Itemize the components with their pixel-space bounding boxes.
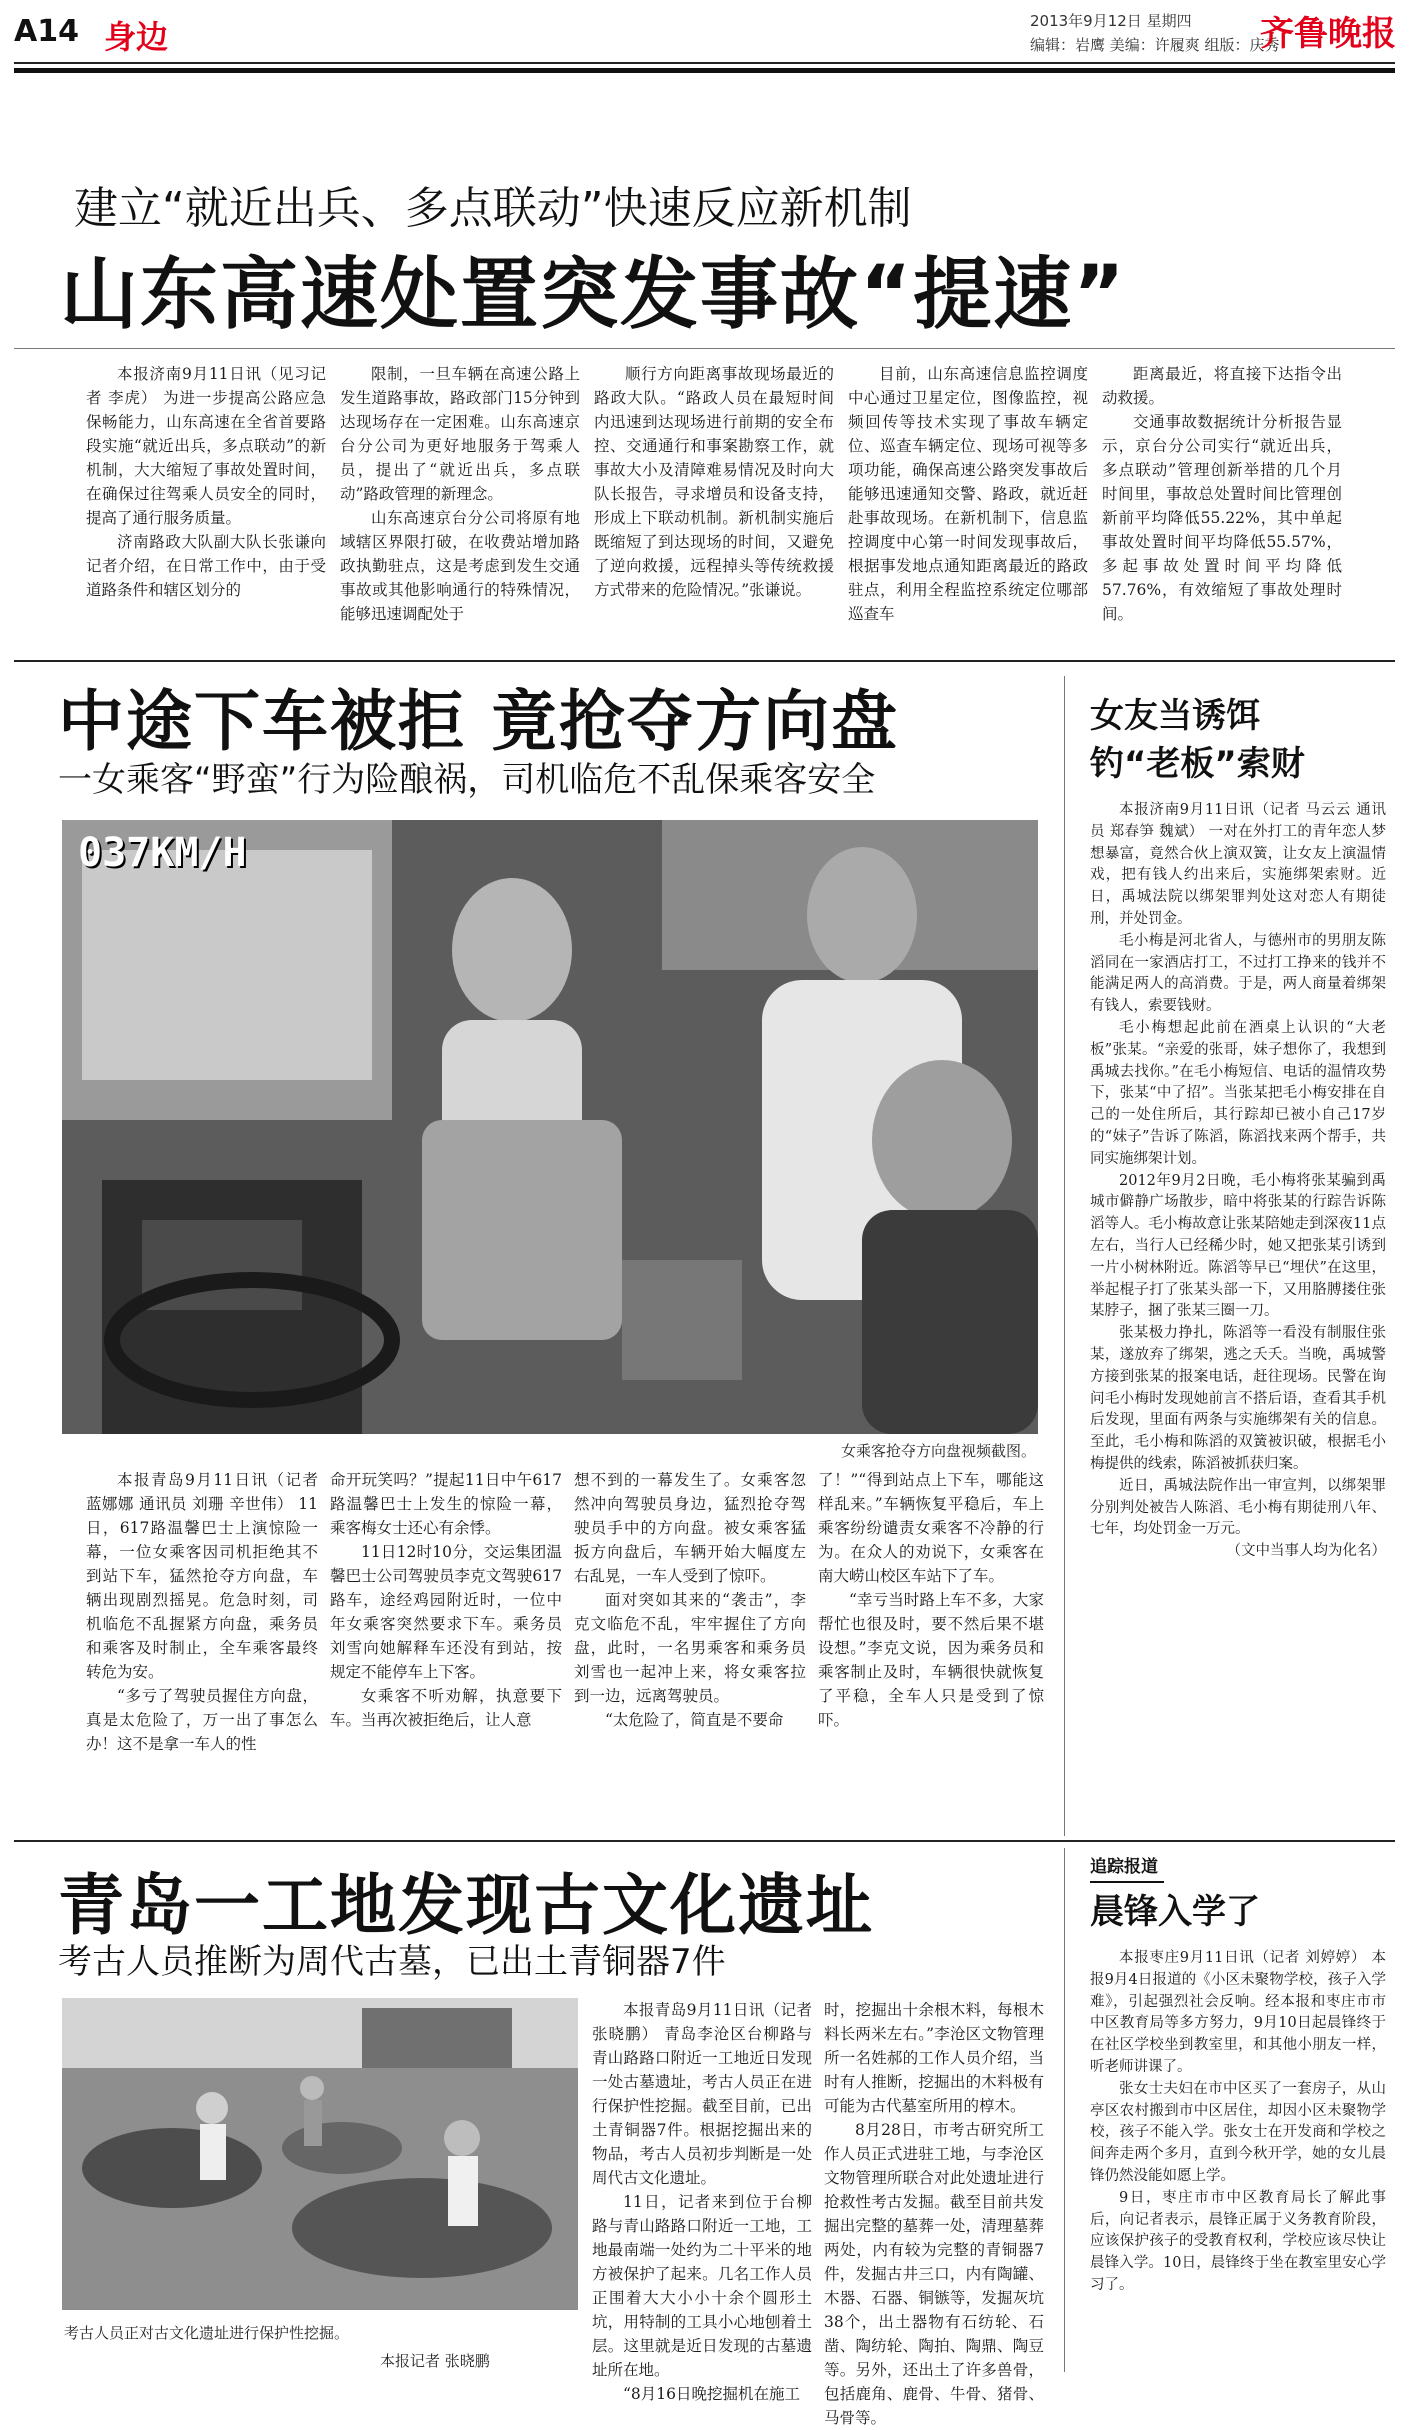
newspaper-masthead-logo: 齐鲁晚报 (1260, 14, 1396, 54)
sidebar1-para: 本报济南9月11日讯（记者 马云云 通讯员 郑春笋 魏斌） 一对在外打工的青年恋人梦想暴富，竟然合伙上演双簧，让女友上演温情戏，把有钱人约出来后，实施绑架索财。近日，禹城法院以绑架罪判处这对恋人有期徒刑，并处罚金。 (1090, 802, 1386, 927)
sidebar2-tag: 追踪报道 (1090, 1850, 1164, 1883)
story2-headline: 中途下车被拒 竟抢夺方向盘 (58, 683, 899, 760)
story3-col2-para: 时，挖掘出十余根木料，每根木料长两米左右。”李沧区文物管理所一名姓郝的工作人员介绍，当时有人推断，挖掘出的木料极有可能为古代墓室所用的椁木。 (824, 2001, 1044, 2115)
issue-date: 2013年9月12日 星期四 (1030, 12, 1192, 30)
excavation-photo (62, 1998, 578, 2310)
story3-headline: 青岛一工地发现古文化遗址 (58, 1867, 874, 1944)
story2-subhead: 一女乘客“野蛮”行为险酿祸，司机临危不乱保乘客安全 (58, 760, 876, 800)
story1-column-4 (848, 362, 1088, 692)
story2-photo-caption: 女乘客抢夺方向盘视频截图。 (840, 1442, 1036, 1460)
story2-col3-para: 想不到的一幕发生了。女乘客忽然冲向驾驶员身边，猛烈抢夺驾驶员手中的方向盘。被女乘客猛扳方向盘后，车辆开始大幅度左右乱晃，一车人受到了惊吓。 (574, 1471, 806, 1585)
story1-col2-para: 限制，一旦车辆在高速公路上发生道路事故，路政部门15分钟到达现场存在一定困难。山东高速京台分公司为更好地服务于驾乘人员，提出了“就近出兵，多点联动”路政管理的新理念。 (340, 365, 580, 503)
story1-col4-para: 目前，山东高速信息监控调度中心通过卫星定位，图像监控，视频回传等技术实现了事故车辆定位、巡查车辆定位、现场可视等多项功能，确保高速公路突发事故后能够迅速通知交警、路政，就近赶赴事故现场。在新机制下，信息监控调度中心第一时间发现事故后，根据事发地点通知距离最近的路政驻点，利用全程监控系统定位哪部巡查车 (848, 365, 1088, 623)
story2-column-2 (330, 1468, 562, 1812)
story1-bottom-rule (14, 660, 1395, 662)
sidebar2-divider (1064, 1848, 1065, 2372)
story3-col2-para: 8月28日，市考古研究所工作人员正式进驻工地，与李沧区文物管理所联合对此处遗址进行抢救性考古发掘。截至目前共发掘出完整的墓葬一处，清理墓葬两处，内有较为完整的青铜器7件，发掘古井三口，内有陶罐、木器、石器、铜镞等，发掘灰坑38个，出土器物有石纺轮、石凿、陶纺轮、陶拍、陶鼎、陶豆等。另外，还出土了许多兽骨，包括鹿角、鹿骨、牛骨、猪骨、马骨等。 (824, 2121, 1044, 2427)
story2-col2-para: 女乘客不听劝解，执意要下车。当再次被拒绝后，让人意 (330, 1687, 562, 1729)
sidebar2-body (1090, 1948, 1386, 2372)
story2-column-1 (86, 1468, 318, 1812)
sidebar1-body (1090, 800, 1386, 1830)
story2-col3-para: 面对突如其来的“袭击”，李克文临危不乱，牢牢握住了方向盘，此时，一名男乘客和乘务员刘雪也一起冲上来，将女乘客拉到一边，远离驾驶员。 (574, 1591, 806, 1705)
header-rule (14, 62, 1395, 64)
story2-col2-para: 命开玩笑吗？”提起11日中午617路温馨巴士上发生的惊险一幕，乘客梅女士还心有余悸。 (330, 1471, 562, 1537)
sidebar1-para: 近日，禹城法院作出一审宣判，以绑架罪分别判处被告人陈滔、毛小梅有期徒刑八年、七年，均处罚金一万元。 (1090, 1477, 1386, 1538)
story3-column-2 (824, 1998, 1044, 2427)
bus-dashcam-photo (62, 820, 1038, 1434)
story1-col1-para: 济南路政大队副大队长张谦向记者介绍，在日常工作中，由于受道路条件和辖区划分的 (86, 533, 326, 599)
story3-photo-credit: 本报记者 张晓鹏 (380, 2352, 490, 2370)
excavation-scene-illustration (62, 1998, 578, 2310)
story2-column-4 (818, 1468, 1044, 1812)
editor-credits: 编辑：岩鹰 美编：许履爽 组版：庆秀 (1030, 36, 1280, 54)
story3-photo-caption: 考古人员正对古文化遗址进行保护性挖掘。 (64, 2324, 350, 2342)
sidebar2-para: 本报枣庄9月11日讯（记者 刘婷婷） 本报9月4日报道的《小区未聚物学校，孩子入学难》，引起强烈社会反响。经本报和枣庄市市中区教育局等多方努力，9月10日起晨锋终于在社区学校坐到教室里，和其他小朋友一样，听老师讲课了。 (1090, 1950, 1386, 2075)
story3-column-1 (592, 1998, 812, 2403)
story1-headline: 山东高速处置突发事故“提速” (60, 250, 1127, 340)
sidebar1-para: 2012年9月2日晚，毛小梅将张某骗到禹城市僻静广场散步，暗中将张某的行踪告诉陈滔等人。毛小梅故意让张某陪她走到深夜11点左右，当行人已经稀少时，她又把张某引诱到一片小树林附近。陈滔等早已“埋伏”在这里，举起棍子打了张某头部一下，又用胳膊搂住张某脖子，捆了张某三圈一刀。 (1090, 1172, 1386, 1320)
sidebar2-para: 张女士夫妇在市中区买了一套房子，从山亭区农村搬到市中区居住，却因小区未聚物学校，孩子不能入学。张女士在开发商和学校之间奔走两个多月，直到今秋开学，她的女儿晨锋仍然没能如愿上学。 (1090, 2080, 1386, 2184)
sidebar1-para: （文中当事人均为化名） (1226, 1543, 1386, 1560)
story1-headline-divider (14, 348, 1395, 349)
sidebar1-para: 毛小梅是河北省人，与德州市的男朋友陈滔同在一家酒店打工，不过打工挣来的钱并不能满足两人的高消费。于是，两人商量着绑架有钱人，索要钱财。 (1090, 932, 1386, 1015)
story3-col1-para: “8月16日晚挖掘机在施工 (623, 2385, 801, 2403)
sidebar1-headline: 女友当诱饵 钓“老板”索财 (1090, 696, 1305, 784)
story2-col1-para: 本报青岛9月11日讯（记者 蓝娜娜 通讯员 刘珊 辛世伟） 11日，617路温馨巴士上演惊险一幕，一位女乘客因司机拒绝其不到站下车，猛然抢夺方向盘，车辆出现剧烈摇晃。危急时刻，司机临危不乱握紧方向盘，乘务员和乘客及时制止，全车乘客最终转危为安。 (86, 1471, 318, 1681)
story1-col5-para: 距离最近，将直接下达指令出动救援。 (1102, 365, 1342, 407)
story2-col4-para: “幸亏当时路上车不多，大家帮忙也很及时，要不然后果不堪设想。”李克文说，因为乘务员和乘客制止及时，车辆很快就恢复了平稳，全车人只是受到了惊吓。 (818, 1591, 1044, 1729)
speed-readout-overlay: 037KM/H (78, 830, 247, 876)
story1-kicker: 建立“就近出兵、多点联动”快速反应新机制 (74, 183, 912, 234)
sidebar-divider (1064, 676, 1065, 1836)
sidebar1-para: 张某极力挣扎，陈滔等一看没有制服住张某，遂放弃了绑架，逃之夭夭。当晚，禹城警方接到张某的报案电话，赶往现场。民警在询问毛小梅时发现她前言不搭后语，查看其手机后发现，里面有两条与实施绑架有关的信息。至此，毛小梅和陈滔的双簧被识破，根据毛小梅提供的线索，陈滔被抓获归案。 (1090, 1325, 1386, 1472)
story1-column-5 (1102, 362, 1342, 692)
story2-col2-para: 11日12时10分，交运集团温馨巴士公司驾驶员李克文驾驶617路车，途经鸡园附近时，一位中年女乘客突然要求下车。乘务员刘雪向她解释车还没有到站，按规定不能停车上下客。 (330, 1543, 562, 1681)
section-label: 身边 (104, 18, 169, 56)
story1-column-2 (340, 362, 580, 692)
story1-col3-para: 顺行方向距离事故现场最近的路政大队。“路政人员在最短时间内迅速到达现场进行前期的安全布控、交通通行和事案勘察工作，就事故大小及清障难易情况及时向大队长报告，寻求增员和设备支持，形成上下联动机制。新机制实施后既缩短了到达现场的时间，又避免了逆向救援，远程掉头等传统救援方式带来的危险情况。”张谦说。 (594, 365, 834, 599)
story1-column-1 (86, 362, 326, 692)
sidebar2-para: 9日，枣庄市市中区教育局长了解此事后，向记者表示，晨锋正属于义务教育阶段，应该保护孩子的受教育权利，学校应该尽快让晨锋入学。10日，晨锋终于坐在教室里安心学习了。 (1090, 2189, 1386, 2293)
story2-col4-para: 了！”“得到站点上下车，哪能这样乱来。”车辆恢复平稳后，车上乘客纷纷谴责女乘客不冷静的行为。在众人的劝说下，女乘客在南大崂山校区车站下了车。 (818, 1471, 1044, 1585)
header-thick-rule (14, 68, 1395, 73)
bus-scene-illustration (62, 820, 1038, 1434)
story1-col2-para: 山东高速京台分公司将原有地域辖区界限打破，在收费站增加路政执勤驻点，这是考虑到发生交通事故或其他影响通行的特殊情况，能够迅速调配处于 (340, 509, 580, 623)
story2-column-3 (574, 1468, 806, 1812)
story2-col3-para: “太危险了，简直是不要命 (605, 1711, 784, 1729)
story3-subhead: 考古人员推断为周代古墓，已出土青铜器7件 (58, 1942, 726, 1982)
story3-col1-para: 本报青岛9月11日讯（记者 张晓鹏） 青岛李沧区台柳路与青山路路口附近一工地近日发现一处古墓遗址，考古人员正在进行保护性挖掘。截至目前，已出土青铜器7件。根据挖掘出来的物品，考古人员初步判断是一处周代古文化遗址。 (592, 2001, 812, 2187)
sidebar1-para: 毛小梅想起此前在酒桌上认识的“大老板”张某。“亲爱的张哥，妹子想你了，我想到禹城去找你。”在毛小梅短信、电话的温情攻势下，张某“中了招”。当张某把毛小梅安排在自己的一处住所后，其行踪却已被小自己17岁的“妹子”告诉了陈滔，陈滔找来两个帮手，共同实施绑架计划。 (1090, 1019, 1386, 1167)
story1-column-3 (594, 362, 834, 692)
story2-col1-para: “多亏了驾驶员握住方向盘，真是太危险了，万一出了事怎么办！这不是拿一车人的性 (86, 1687, 318, 1753)
story1-col5-para: 交通事故数据统计分析报告显示，京台分公司实行“就近出兵，多点联动”管理创新举措的几个月时间里，事故总处置时间比管理创新前平均降低55.22%，其中单起事故处置时间平均降低55.57%，多起事故处置时间平均降低57.76%，有效缩短了事故处理时间。 (1102, 413, 1342, 623)
sidebar2-headline: 晨锋入学了 (1090, 1892, 1260, 1932)
page-number: A14 (14, 14, 79, 49)
story1-col1-para: 本报济南9月11日讯（见习记者 李虎） 为进一步提高公路应急保畅能力，山东高速在全省首要路段实施“就近出兵，多点联动”的新机制，大大缩短了事故处置时间，在确保过往驾乘人员安全的同时，提高了通行服务质量。 (86, 365, 326, 527)
story2-bottom-rule (14, 1840, 1395, 1842)
story3-col1-para: 11日，记者来到位于台柳路与青山路路口附近一工地，工地最南端一处约为二十平米的地方被保护了起来。几名工作人员正围着大大小小十余个圆形土坑，用特制的工具小心地刨着土层。这里就是近日发现的古墓遗址所在地。 (592, 2193, 812, 2379)
